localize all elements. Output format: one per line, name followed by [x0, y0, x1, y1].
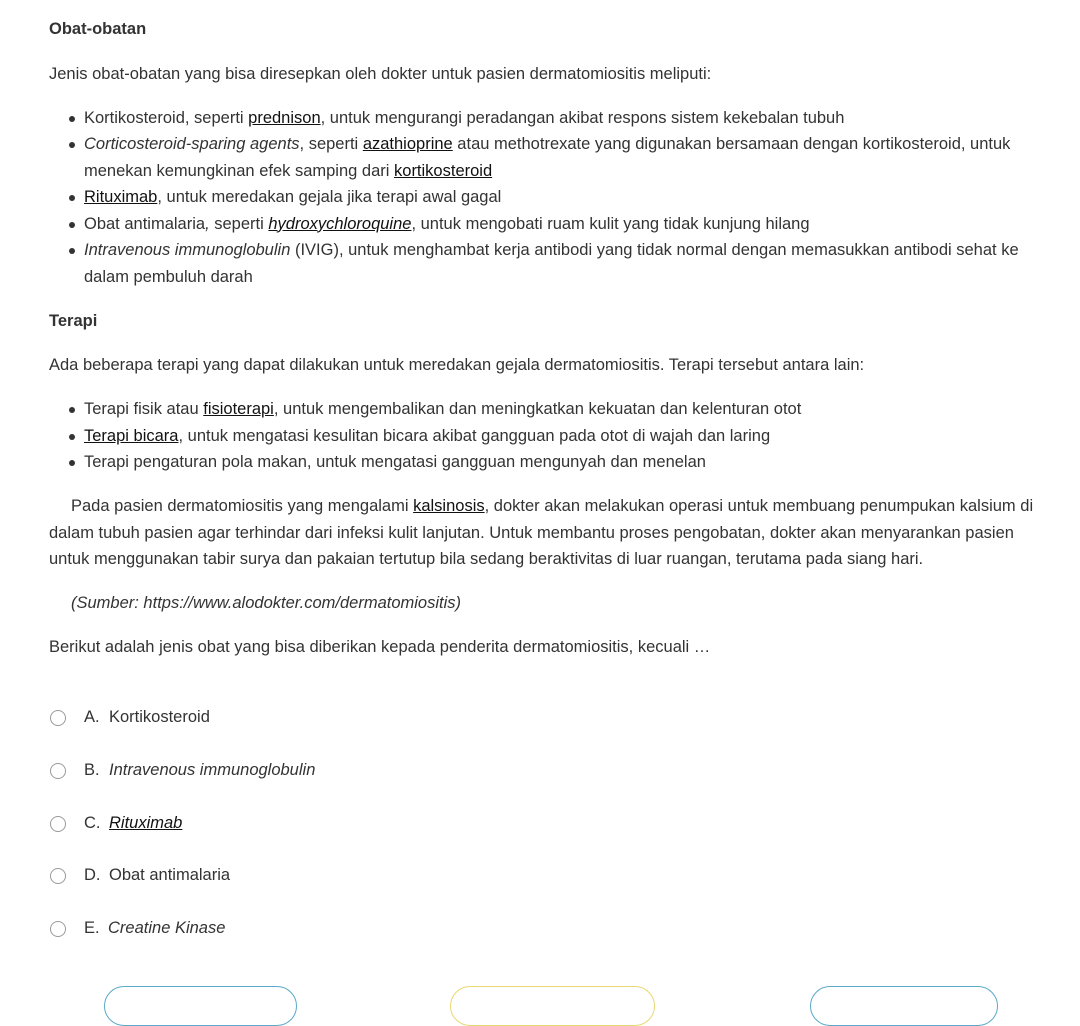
section-heading-terapi: Terapi: [49, 311, 98, 330]
option-letter: D.: [84, 866, 101, 885]
article-content: [49, 16, 1039, 661]
nav-button-right[interactable]: [810, 986, 998, 1026]
link-fisioterapi[interactable]: fisioterapi: [203, 400, 274, 418]
option-letter: B.: [84, 760, 100, 779]
option-b[interactable]: [49, 757, 1039, 783]
section-intro-obat: Jenis obat-obatan yang bisa diresepkan oleh dokter untuk pasien dermatomiositis meliputi:: [49, 64, 712, 83]
list-item: Obat antimalaria, seperti hydroxychloroquine, untuk mengobati ruam kulit yang tidak kunjung hilang: [49, 211, 1039, 238]
option-letter: A.: [84, 708, 100, 726]
radio-button[interactable]: [50, 710, 66, 726]
option-e[interactable]: [49, 915, 1039, 941]
option-a[interactable]: [49, 704, 1039, 730]
radio-button[interactable]: [50, 868, 66, 884]
section-intro-terapi: Ada beberapa terapi yang dapat dilakukan untuk meredakan gejala dermatomiositis. Terapi tersebut antara lain:: [49, 356, 865, 374]
closing-paragraph: Pada pasien dermatomiositis yang mengalami kalsinosis, dokter akan melakukan operasi untuk membuang penumpukan kalsium di dalam tubuh pasien agar terhindar dari infeksi kulit lanjutan. Untuk membantu proses pengobatan, dokter akan menyarankan pasien untuk menggunakan tabir surya dan pakaian tertutup bila sedang beraktivitas di luar ruangan, terutama pada siang hari.: [49, 497, 1034, 568]
section-heading-obat: Obat-obatan: [49, 20, 147, 38]
list-item: Terapi bicara, untuk mengatasi kesulitan bicara akibat gangguan pada otot di wajah dan laring: [49, 423, 1039, 450]
answer-options: [49, 704, 1039, 968]
list-item: Corticosteroid-sparing agents, seperti azathioprine atau methotrexate yang digunakan bersamaan dengan kortikosteroid, untuk menekan kemungkinan efek samping dari kortikosteroid: [49, 131, 1039, 184]
option-text: Rituximab: [109, 813, 183, 832]
link-kalsinosis[interactable]: kalsinosis: [413, 497, 485, 515]
link-rituximab[interactable]: Rituximab: [84, 188, 158, 206]
option-text: Creatine Kinase: [108, 919, 226, 938]
list-item: Rituximab, untuk meredakan gejala jika terapi awal gagal: [49, 184, 1039, 211]
option-text: Intravenous immunoglobulin: [109, 760, 316, 779]
radio-button[interactable]: [50, 763, 66, 779]
list-item: Kortikosteroid, seperti prednison, untuk mengurangi peradangan akibat respons sistem kekebalan tubuh: [49, 105, 1039, 132]
question-text: Berikut adalah jenis obat yang bisa diberikan kepada penderita dermatomiositis, kecuali …: [49, 638, 711, 656]
link-azathioprine[interactable]: azathioprine: [362, 135, 453, 153]
option-c[interactable]: [49, 810, 1039, 836]
list-item: Intravenous immunoglobulin (IVIG), untuk menghambat kerja antibodi yang tidak normal dengan memasukkan antibodi sehat ke dalam pembuluh darah: [49, 237, 1039, 290]
nav-button-middle[interactable]: [450, 986, 655, 1026]
radio-button[interactable]: [50, 921, 66, 937]
option-text: Obat antimalaria: [109, 866, 231, 885]
nav-button-left[interactable]: [104, 986, 297, 1026]
navigation-buttons: [0, 986, 1080, 1006]
option-letter: E.: [84, 919, 100, 938]
link-kortikosteroid[interactable]: kortikosteroid: [394, 161, 493, 180]
therapy-list: [49, 396, 1039, 476]
link-prednison[interactable]: prednison: [248, 108, 321, 127]
link-hydroxychloroquine[interactable]: hydroxychloroquine: [268, 214, 412, 233]
list-item: Terapi fisik atau fisioterapi, untuk mengembalikan dan meningkatkan kekuatan dan kelenturan otot: [49, 396, 1039, 423]
option-text: Kortikosteroid: [109, 708, 210, 726]
source-citation: (Sumber: https://www.alodokter.com/dermatomiositis): [71, 594, 462, 612]
medication-list: [49, 105, 1039, 291]
option-d[interactable]: [49, 862, 1039, 888]
option-letter: C.: [84, 813, 101, 832]
link-terapi-bicara[interactable]: Terapi bicara: [84, 426, 179, 445]
radio-button[interactable]: [50, 816, 66, 832]
list-item: Terapi pengaturan pola makan, untuk mengatasi gangguan mengunyah dan menelan: [49, 449, 1039, 476]
